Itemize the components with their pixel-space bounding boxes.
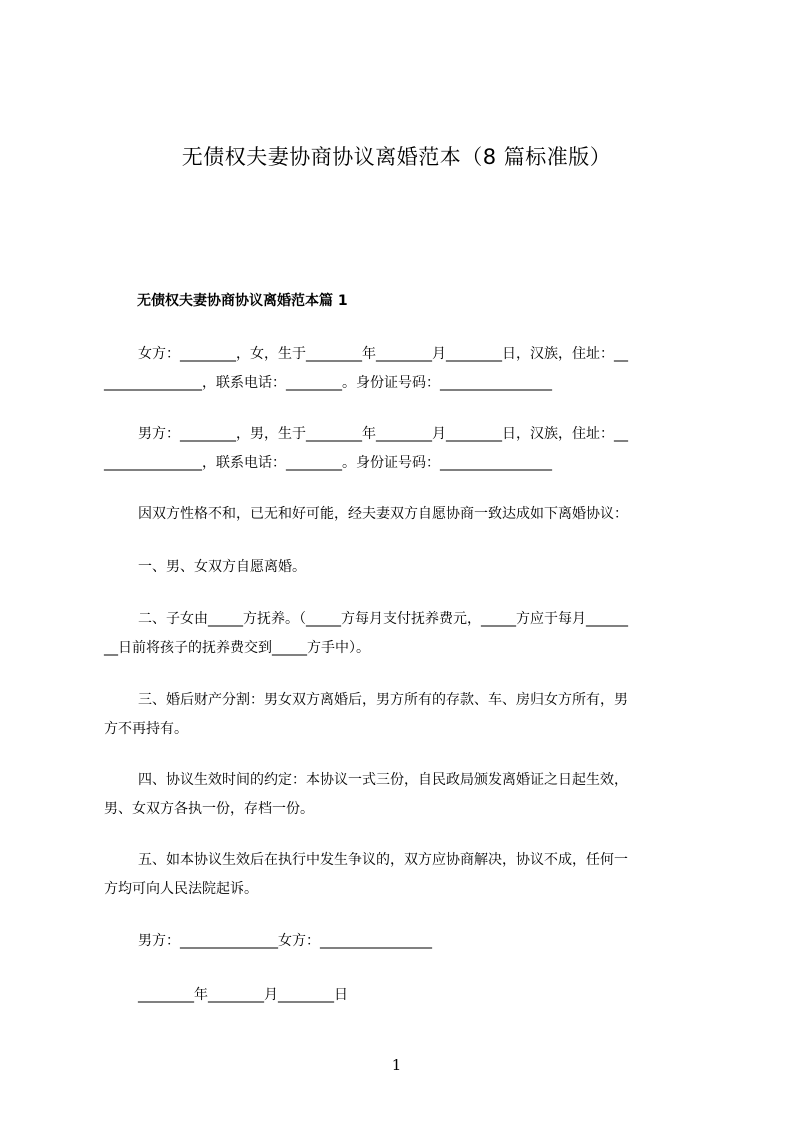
reason-paragraph — [104, 500, 704, 529]
man-info-paragraph — [104, 420, 704, 478]
reason-line: 因双方性格不和，已无和好可能，经夫妻双方自愿协商一致达成如下离婚协议： — [138, 506, 628, 522]
clause-3-line-1: 三、婚后财产分割：男女双方离婚后，男方所有的存款、车、房归女方所有，男 — [138, 692, 628, 708]
woman-info-line-1: 女方：________，女，生于________年________月________日，汉族，住址：__ — [138, 346, 628, 362]
man-info-line-2: ______________，联系电话：________。身份证号码：________________ — [104, 455, 552, 471]
clause-2 — [104, 605, 704, 663]
clause-3 — [104, 686, 704, 744]
signature-line — [104, 927, 704, 956]
page-number: 1 — [391, 1056, 402, 1074]
clause-1-line: 一、男、女双方自愿离婚。 — [138, 559, 306, 575]
signature-fields: 男方：______________女方：________________ — [138, 933, 432, 949]
clause-5-line-1: 五、如本协议生效后在执行中发生争议的，双方应协商解决，协议不成，任何一 — [138, 852, 628, 868]
clause-2-line-1: 二、子女由_____方抚养。（_____方每月支付抚养费元，_____方应于每月______ — [138, 611, 628, 627]
clause-4 — [104, 766, 704, 824]
clause-5-line-2: 方均可向人民法院起诉。 — [104, 881, 258, 897]
woman-info-line-2: ______________，联系电话：________。身份证号码：________________ — [104, 375, 552, 391]
date-fields: ________年________月________日 — [138, 987, 348, 1003]
clause-5 — [104, 846, 704, 904]
clause-3-line-2: 方不再持有。 — [104, 721, 188, 737]
section-heading: 无债权夫妻协商协议离婚范本篇 1 — [137, 293, 348, 309]
clause-2-line-2: __日前将孩子的抚养费交到_____方手中）。 — [104, 640, 370, 656]
clause-4-line-1: 四、协议生效时间的约定：本协议一式三份，自民政局颁发离婚证之日起生效， — [138, 772, 628, 788]
document-title: 无债权夫妻协商协议离婚范本（8 篇标准版） — [181, 145, 612, 169]
clause-1 — [104, 553, 704, 582]
woman-info-paragraph — [104, 340, 704, 398]
date-line — [104, 981, 704, 1010]
man-info-line-1: 男方：________，男，生于________年________月________日，汉族，住址：__ — [138, 426, 628, 442]
clause-4-line-2: 男、女双方各执一份，存档一份。 — [104, 801, 314, 817]
